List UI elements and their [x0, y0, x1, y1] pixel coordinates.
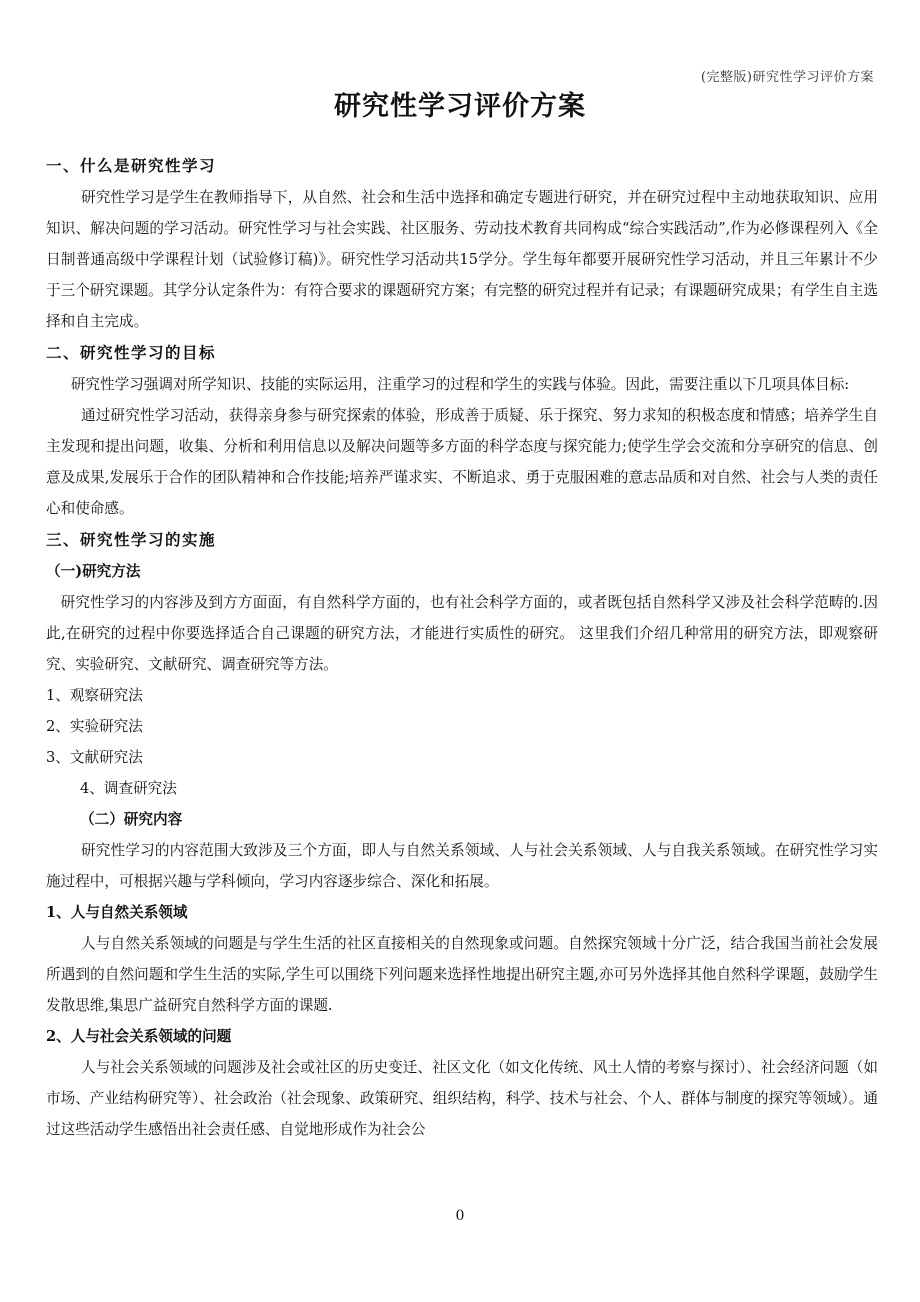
section-1-heading: 一、什么是研究性学习 [46, 156, 217, 175]
section-1-paragraph: 研究性学习是学生在教师指导下，从自然、社会和生活中选择和确定专题进行研究，并在研究过程中主动地获取知识、应用知识、解决问题的学习活动。研究性学习与社会实践、社区服务、劳动技术教育共同构成“综合实践活动”,作为必修课程列入《全日制普通高级中学课程计划（试验修订稿)》。研究性学习活动共15学分。学生每年都要开展研究性学习活动，并且三年累计不少于三个研究课题。其学分认定条件为：有符合要求的课题研究方案；有完整的研究过程并有记录；有课题研究成果；有学生自主选择和自主完成。 [46, 189, 878, 330]
method-list-item: 4、调查研究法 [80, 780, 177, 797]
method-list-item: 2、实验研究法 [46, 718, 143, 735]
area-nature-paragraph: 人与自然关系领域的问题是与学生生活的社区直接相关的自然现象或问题。自然探究领域十分广泛，结合我国当前社会发展所遇到的自然问题和学生生活的实际,学生可以围绕下列问题来选择性地提出研究主题,亦可另外选择其他自然科学课题，鼓励学生发散思维,集思广益研究自然科学方面的课题. [46, 935, 878, 1014]
running-header: (完整版)研究性学习评价方案 [700, 70, 874, 85]
subsection-methods-heading: （一)研究方法 [46, 563, 141, 580]
document-body [46, 150, 878, 1145]
section-2-paragraph-2: 通过研究性学习活动，获得亲身参与研究探索的体验，形成善于质疑、乐于探究、努力求知的积极态度和情感；培养学生自主发现和提出问题，收集、分析和利用信息以及解决问题等多方面的科学态度与探究能力;使学生学会交流和分享研究的信息、创意及成果,发展乐于合作的团队精神和合作技能;培养严谨求实、不断追求、勇于克服困难的意志品质和对自然、社会与人类的责任心和使命感。 [46, 407, 878, 517]
section-2-heading: 二、研究性学习的目标 [46, 343, 217, 362]
subsection-methods-paragraph: 研究性学习的内容涉及到方方面面，有自然科学方面的，也有社会科学方面的，或者既包括自然科学又涉及社会科学范畴的.因此,在研究的过程中你要选择适合自己课题的研究方法，才能进行实质性的研究。 这里我们介绍几种常用的研究方法，即观察研究、实验研究、文献研究、调查研究等方法。 [46, 594, 878, 673]
section-2-paragraph-1: 研究性学习强调对所学知识、技能的实际运用，注重学习的过程和学生的实践与体验。因此，需要注重以下几项具体目标: [70, 376, 850, 393]
subsection-content-heading: （二）研究内容 [80, 811, 183, 828]
page-number: 0 [455, 1208, 465, 1224]
document-title: 研究性学习评价方案 [334, 91, 586, 122]
area-nature-heading: 1、人与自然关系领域 [46, 904, 188, 921]
section-3-heading: 三、研究性学习的实施 [46, 530, 217, 549]
area-society-heading: 2、人与社会关系领域的问题 [46, 1028, 232, 1045]
area-society-paragraph: 人与社会关系领域的问题涉及社会或社区的历史变迁、社区文化（如文化传统、风土人情的考察与探讨）、社会经济问题（如市场、产业结构研究等）、社会政治（社会现象、政策研究、组织结构，科学、技术与社会、个人、群体与制度的探究等领域）。通过这些活动学生感悟出社会责任感、自觉地形成作为社会公 [46, 1059, 878, 1138]
method-list-item: 3、文献研究法 [46, 749, 143, 766]
method-list-item: 1、观察研究法 [46, 687, 143, 704]
subsection-content-paragraph: 研究性学习的内容范围大致涉及三个方面，即人与自然关系领域、人与社会关系领域、人与自我关系领域。在研究性学习实施过程中，可根据兴趣与学科倾向，学习内容逐步综合、深化和拓展。 [46, 842, 878, 890]
